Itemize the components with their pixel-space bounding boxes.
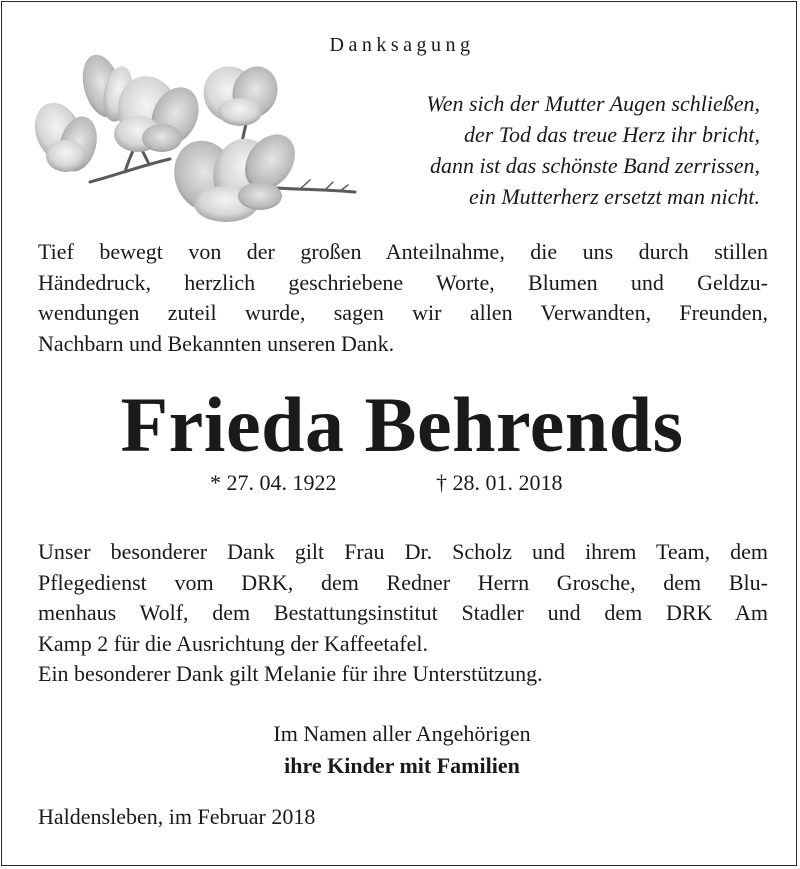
deceased-name: Frieda Behrends <box>120 381 684 468</box>
signoff <box>2 718 797 782</box>
poem-line: dann ist das schönste Band zerrissen, <box>430 153 760 178</box>
notice-frame <box>1 1 797 866</box>
place-date: Haldensleben, im Februar 2018 <box>38 804 316 829</box>
notice-heading: Danksagung <box>329 34 475 56</box>
poem-line: ein Mutterherz ersetzt man nicht. <box>468 184 760 209</box>
special-thanks-paragraph <box>38 537 768 690</box>
birth-date: * 27. 04. 1922 <box>210 470 337 495</box>
paragraph-line: Nachbarn und Bekannten unseren Dank. <box>38 330 395 356</box>
paragraph-line: Pflegedienst vom DRK, dem Redner Herrn Grosche, dem Blu- <box>38 569 768 595</box>
death-date: † 28. 01. 2018 <box>436 470 563 495</box>
paragraph-line: Händedruck, herzlich geschriebene Worte, Blumen und Geldzu- <box>38 269 768 295</box>
thanks-paragraph <box>38 237 768 359</box>
paragraph-line: Unser besonderer Dank gilt Frau Dr. Scholz und ihrem Team, dem <box>38 539 768 564</box>
paragraph-line: Ein besonderer Dank gilt Melanie für ihre Unterstützung. <box>38 661 543 686</box>
poem-line: Wen sich der Mutter Augen schließen, <box>426 91 760 116</box>
signoff-family: ihre Kinder mit Familien <box>284 753 520 778</box>
poem-line: der Tod das treue Herz ihr bricht, <box>464 122 760 147</box>
paragraph-line: menhaus Wolf, dem Bestattungsinstitut Stadler und dem DRK Am <box>38 600 768 625</box>
poem <box>300 88 760 212</box>
signoff-line: Im Namen aller Angehörigen <box>273 721 531 746</box>
paragraph-line: wendungen zuteil wurde, sagen wir allen Verwandten, Freunden, <box>38 300 768 325</box>
paragraph-line: Tief bewegt von der großen Anteilnahme, die uns durch stillen <box>38 239 768 264</box>
paragraph-line: Kamp 2 für die Ausrichtung der Kaffeetafel. <box>38 630 428 656</box>
